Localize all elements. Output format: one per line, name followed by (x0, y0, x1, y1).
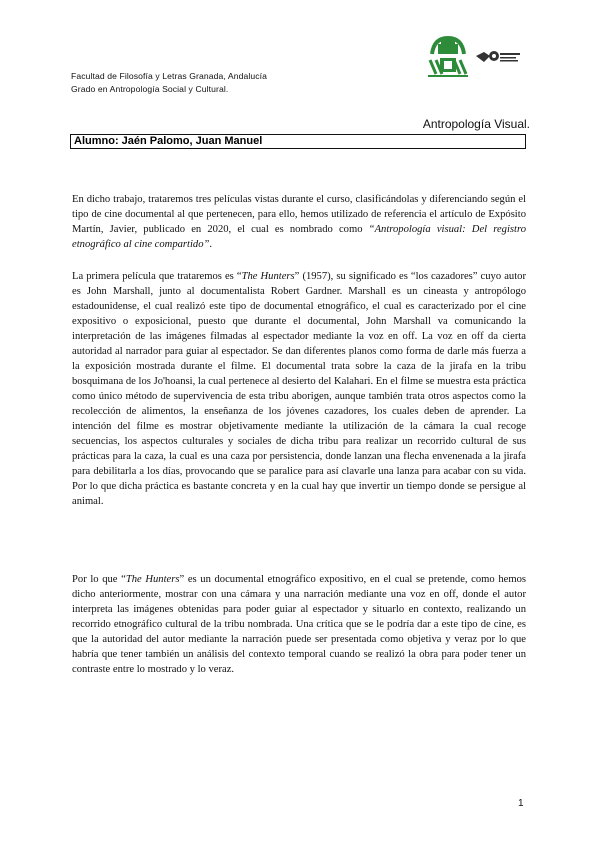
paragraph-conclusion (72, 572, 526, 677)
paragraph-conclusion-title: The Hunters (125, 574, 180, 585)
paragraph-intro-end: . (209, 239, 213, 250)
paragraph-intro-title: “Antropología visual: Del registro etnográfico al cine compartido” (72, 224, 526, 250)
university-logos (424, 30, 526, 82)
paragraph-hunters-text: ” (1957), su significado es “los cazadores” cuyo autor es John Marshall, junto al documentalista Robert Gardner. Marshall es un cineasta y antropólogo estadounidense, el cual realizó este tipo de documental etnográfico, el cual es caracterizado por el cine expositivo o exposicional, puesto que durante el documental, John Marshall va comunicando la interpretación de las imágenes filmadas al espectador mediante la voz en off. La voz en off da cierta autoridad al narrador para guiar al espectador. Se dan diferentes planos como forma de darle más fuerza a la exposición mostrada durante el filme. El documental trata sobre la caza de la jirafa en la tribu bosquimana de los Jo'hoansi, la cual pertenece al desierto del Kalahari. En el filme se muestra esta práctica como único método de supervivencia de esta tribu aborigen, aunque también trata otros aspectos como la recolección de alimentos, la enseñanza de los jóvenes cazadores, los cuales deben de aprender. La intención del filme es mostrar objetivamente mediante la utilización de la cámara la cual recoge secuencias, los aspectos culturales y sociales de dicha tribu para realizar un recorrido cultural de sus prácticas para la caza, la cual es una caza por persistencia, donde lanzan una flecha envenenada a la jirafa para debilitarla a los días, provocando que se paralice para así clavarle una lanza para acabar con su vida. Por lo que dicha práctica es bastante concreta y en la cual hay que invertir un tiempo donde se persigue al animal. (72, 271, 526, 507)
student-name-box: Alumno: Jaén Palomo, Juan Manuel (70, 134, 526, 149)
paragraph-hunters (72, 269, 526, 509)
paragraph-intro (72, 192, 526, 252)
paragraph-intro-text: En dicho trabajo, trataremos tres películas vistas durante el curso, clasificándolas y diferenciando según el tipo de cine documental al que pertenecen, para ello, hemos utilizado de referencia el artículo de Expósito Martín, Javier, publicado en 2020, el cual es nombrado como (72, 194, 526, 235)
paragraph-hunters-start: La primera película que trataremos es “ (72, 271, 242, 282)
paragraph-conclusion-text: ” es un documental etnográfico expositivo, en el cual se pretende, como hemos dicho anteriormente, mostrar con una cámara y una narración mediante una voz en off, donde el autor interpreta las imágenes obtenidas para poder guiar al espectador y situarlo en contexto, realizando un recorrido etnográfico cultural de la tribu nombrada. Una crítica que se le podría dar a este tipo de cine, es que la autoridad del autor mediante la narración puede ser presentada como objetiva y veraz por lo que habría que tener también un análisis del contexto temporal cuando se realizó la obra para poder tener un contraste entre lo mostrado y lo veraz. (72, 574, 526, 675)
institution-line-2: Grado en Antropología Social y Cultural. (71, 84, 229, 94)
page-number: 1 (518, 798, 524, 809)
institution-line-1: Facultad de Filosofía y Letras Granada, Andalucía (71, 71, 267, 81)
junta-andalucia-logo-icon (428, 38, 468, 76)
institution-header (71, 70, 267, 96)
subject-title: Antropología Visual. (422, 117, 530, 131)
paragraph-hunters-title: The Hunters (241, 271, 295, 282)
university-granada-logo-icon (476, 51, 520, 62)
paragraph-conclusion-start: Por lo que “ (72, 574, 126, 585)
